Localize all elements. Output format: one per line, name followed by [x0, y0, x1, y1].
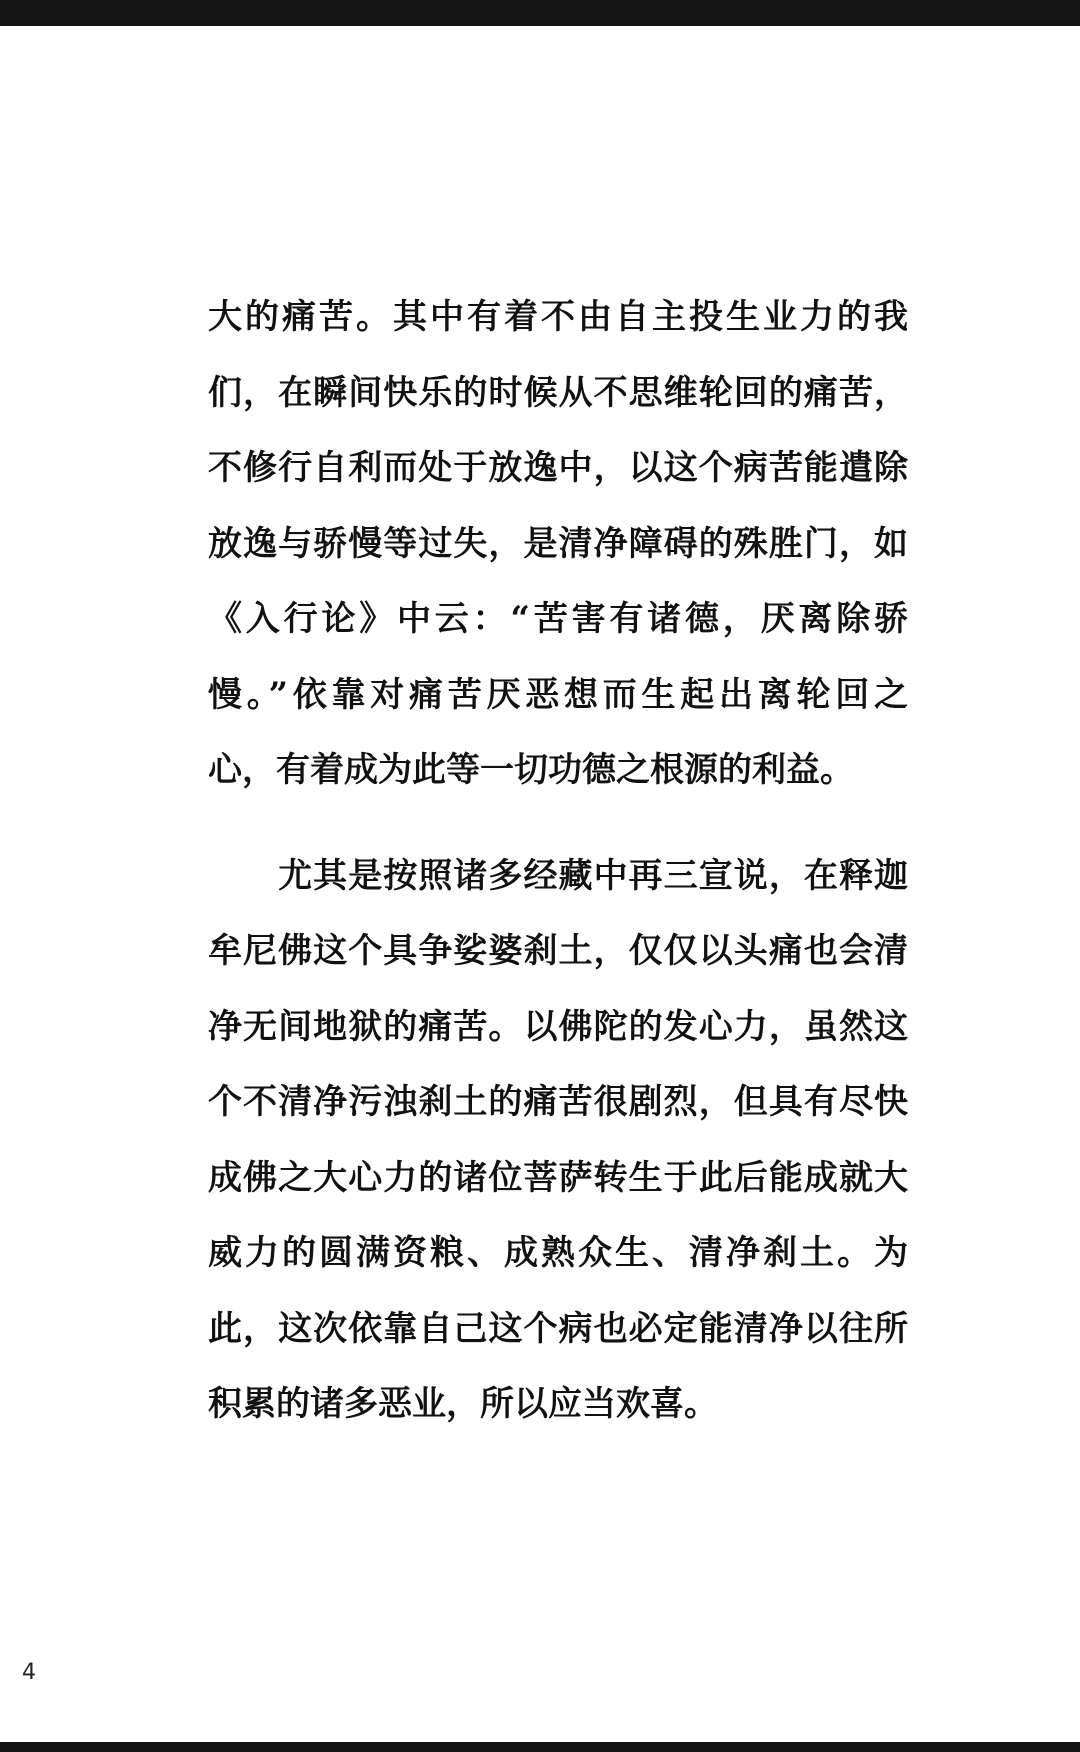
text-line: 威力的圆满资粮、成熟众生、清净刹土。为	[208, 1233, 908, 1273]
text-line: 放逸与骄慢等过失，是清净障碍的殊胜门，如	[208, 523, 908, 564]
text-line: 《入行论》中云：“苦害有诸德，厌离除骄	[208, 599, 908, 639]
text-line: 不修行自利而处于放逸中，以这个病苦能遣除	[208, 448, 908, 488]
paragraph-2	[208, 839, 908, 1443]
text-line: 大的痛苦。其中有着不由自主投生业力的我	[208, 297, 908, 337]
text-line: 们，在瞬间快乐的时候从不思维轮回的痛苦，	[208, 372, 908, 413]
paragraph-1	[208, 280, 908, 809]
text-line: 此，这次依靠自己这个病也必定能清净以往所	[208, 1308, 908, 1349]
text-line: 成佛之大心力的诸位菩萨转生于此后能成就大	[208, 1157, 908, 1198]
text-line: 尤其是按照诸多经藏中再三宣说，在释迦	[208, 855, 908, 896]
text-line: 牟尼佛这个具争娑婆刹土，仅仅以头痛也会清	[208, 931, 908, 971]
bottom-bar	[0, 1742, 1080, 1752]
text-line: 心，有着成为此等一切功德之根源的利益。	[208, 750, 854, 790]
page-body-text	[208, 280, 908, 1443]
text-line: 净无间地狱的痛苦。以佛陀的发心力，虽然这	[208, 1006, 908, 1047]
text-line: 个不清净污浊刹土的痛苦很剧烈，但具有尽快	[208, 1082, 908, 1122]
top-status-bar	[0, 0, 1080, 26]
text-line: 积累的诸多恶业，所以应当欢喜。	[208, 1384, 718, 1424]
page-number: 4	[22, 1660, 36, 1685]
text-line: 慢。”依靠对痛苦厌恶想而生起出离轮回之	[208, 674, 908, 715]
